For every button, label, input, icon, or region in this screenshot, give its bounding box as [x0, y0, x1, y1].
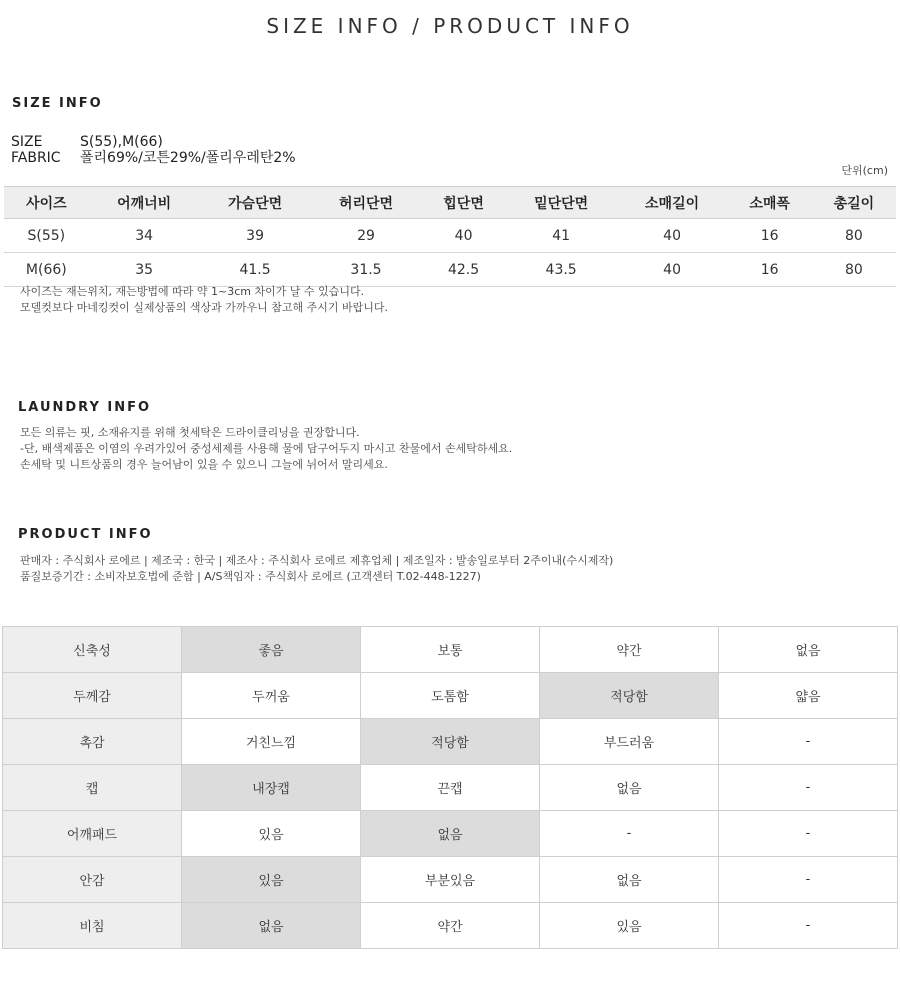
table-cell: 29 [311, 219, 422, 253]
feature-row [3, 903, 898, 949]
feature-option: - [719, 719, 898, 765]
feature-option: 도톰함 [361, 673, 540, 719]
laundry-line: 모든 의류는 핏, 소재유지를 위해 첫세탁은 드라이클리닝을 권장합니다. [20, 426, 360, 439]
spec-fabric-value: 폴리69%/코튼29%/폴리우레탄2% [80, 150, 296, 166]
feature-option: 부드러움 [540, 719, 719, 765]
feature-label: 캡 [3, 765, 182, 811]
laundry-line: 손세탁 및 니트상품의 경우 늘어남이 있을 수 있으니 그늘에 뉘어서 말리세요. [20, 458, 388, 471]
feature-option: 약간 [540, 627, 719, 673]
spec-size-key: SIZE [11, 134, 43, 150]
feature-option: 있음 [540, 903, 719, 949]
feature-option: 없음 [719, 627, 898, 673]
feature-option: - [719, 857, 898, 903]
table-row [4, 219, 896, 253]
product-info-line: 품질보증기간 : 소비자보호법에 준함 | A/S책임자 : 주식회사 로에르 (고객센터 T.02-448-1227) [20, 570, 481, 583]
feature-option: 보통 [361, 627, 540, 673]
spec-size-row [11, 134, 296, 150]
size-header-cell: 총길이 [812, 187, 896, 219]
laundry-info-text [20, 425, 512, 473]
feature-label: 어깨패드 [3, 811, 182, 857]
size-note-line: 사이즈는 재는위치, 재는방법에 따라 약 1~3cm 차이가 날 수 있습니다. [20, 285, 365, 298]
feature-label: 비침 [3, 903, 182, 949]
laundry-line: -단, 배색제품은 이염의 우려가있어 중성세제를 사용해 물에 담구어두지 마시고 찬물에서 손세탁하세요. [20, 442, 513, 455]
laundry-info-heading: LAUNDRY INFO [18, 400, 152, 415]
feature-row [3, 719, 898, 765]
table-cell: 43.5 [506, 253, 617, 287]
table-cell: 41 [506, 219, 617, 253]
table-row [4, 253, 896, 287]
size-info-heading: SIZE INFO [12, 96, 103, 111]
feature-option: - [719, 765, 898, 811]
feature-row [3, 857, 898, 903]
feature-option: - [719, 903, 898, 949]
feature-option-selected: 적당함 [540, 673, 719, 719]
table-cell: 42.5 [421, 253, 505, 287]
feature-option: - [540, 811, 719, 857]
table-cell: 16 [728, 253, 812, 287]
feature-option-selected: 내장캡 [182, 765, 361, 811]
size-note-line: 모델컷보다 마네킹컷이 실제상품의 색상과 가까우니 참고해 주시기 바랍니다. [20, 301, 389, 314]
table-cell: 41.5 [200, 253, 311, 287]
unit-label: 단위(cm) [841, 164, 888, 177]
size-header-cell: 허리단면 [311, 187, 422, 219]
feature-option: 두꺼움 [182, 673, 361, 719]
feature-option: 없음 [540, 857, 719, 903]
size-header-cell: 힙단면 [421, 187, 505, 219]
feature-option-selected: 없음 [361, 811, 540, 857]
feature-label: 두께감 [3, 673, 182, 719]
feature-label: 신축성 [3, 627, 182, 673]
table-cell: S(55) [4, 219, 89, 253]
table-cell: 16 [728, 219, 812, 253]
table-cell: 35 [89, 253, 200, 287]
spec-size-value: S(55),M(66) [80, 134, 163, 150]
size-notes [20, 284, 388, 316]
feature-option: 있음 [182, 811, 361, 857]
feature-option: 없음 [540, 765, 719, 811]
table-cell: 39 [200, 219, 311, 253]
feature-label: 촉감 [3, 719, 182, 765]
feature-row [3, 811, 898, 857]
table-cell: 40 [617, 253, 728, 287]
feature-option: 부분있음 [361, 857, 540, 903]
size-table [4, 186, 896, 287]
size-header-cell: 소매폭 [728, 187, 812, 219]
size-header-cell: 밑단단면 [506, 187, 617, 219]
size-header-cell: 소매길이 [617, 187, 728, 219]
spec-fabric-row [11, 150, 296, 166]
size-header-cell: 가슴단면 [200, 187, 311, 219]
feature-row [3, 673, 898, 719]
table-cell: 80 [812, 219, 896, 253]
feature-option: 약간 [361, 903, 540, 949]
table-cell: 34 [89, 219, 200, 253]
size-header-cell: 어깨너비 [89, 187, 200, 219]
table-cell: M(66) [4, 253, 89, 287]
feature-option: 거친느낌 [182, 719, 361, 765]
feature-option: - [719, 811, 898, 857]
feature-option: 끈캡 [361, 765, 540, 811]
spec-fabric-key: FABRIC [11, 150, 61, 166]
page-title: SIZE INFO / PRODUCT INFO [266, 14, 634, 38]
spec-list [11, 134, 296, 166]
feature-option: 얇음 [719, 673, 898, 719]
product-feature-table [2, 626, 898, 949]
table-cell: 40 [617, 219, 728, 253]
size-table-header-row [4, 187, 896, 219]
feature-label: 안감 [3, 857, 182, 903]
feature-option-selected: 좋음 [182, 627, 361, 673]
product-info-text [20, 553, 613, 585]
table-cell: 80 [812, 253, 896, 287]
product-info-line: 판매자 : 주식회사 로에르 | 제조국 : 한국 | 제조사 : 주식회사 로에르 제휴업체 | 제조일자 : 발송일로부터 2주이내(수시제작) [20, 554, 614, 567]
feature-option-selected: 적당함 [361, 719, 540, 765]
size-header-cell: 사이즈 [4, 187, 89, 219]
feature-option-selected: 있음 [182, 857, 361, 903]
feature-option-selected: 없음 [182, 903, 361, 949]
product-info-heading: PRODUCT INFO [18, 527, 153, 542]
table-cell: 40 [421, 219, 505, 253]
feature-row [3, 765, 898, 811]
table-cell: 31.5 [311, 253, 422, 287]
feature-row [3, 627, 898, 673]
